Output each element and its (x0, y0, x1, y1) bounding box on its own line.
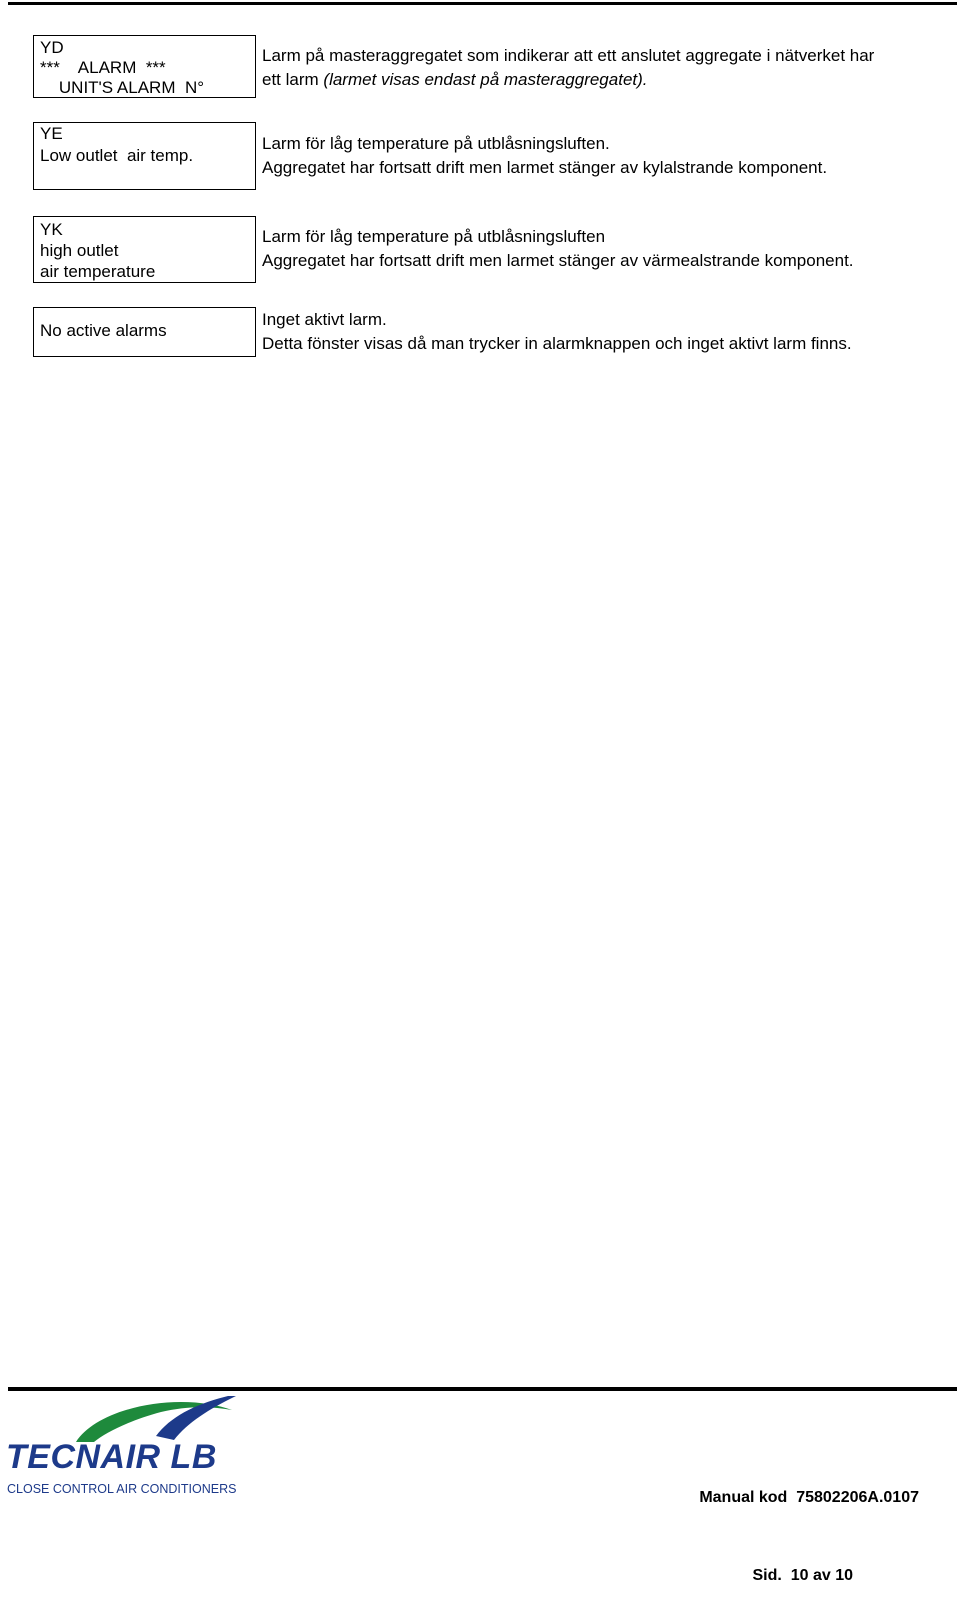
alarm-description-line: Larm för låg temperature på utblåsningsluften (262, 227, 606, 246)
logo-name: TECNAIR LB (6, 1438, 217, 1476)
footer-rule (8, 1387, 957, 1391)
alarm-code-line: YK (40, 220, 63, 239)
alarm-description-no-active (262, 308, 852, 356)
alarm-description-line: Larm på masteraggregatet som indikerar att ett anslutet aggregate i nätverket har (262, 46, 875, 65)
tecnair-logo (6, 1396, 236, 1500)
alarm-code-line: YD (40, 38, 64, 57)
alarm-description-line: ett larm (larmet visas endast på masteraggregatet). (262, 70, 648, 89)
alarm-code-box-yd (33, 35, 256, 98)
alarm-code-box-ye (33, 122, 256, 190)
alarm-description-ye (262, 132, 827, 180)
alarm-description-line: Aggregatet har fortsatt drift men larmet stänger av kylalstrande komponent. (262, 158, 828, 177)
alarm-description-yk (262, 225, 854, 273)
logo-tagline: CLOSE CONTROL AIR CONDITIONERS (7, 1482, 237, 1496)
alarm-code-line: Low outlet air temp. (40, 146, 194, 165)
footer-info (699, 1433, 919, 1615)
alarm-description-line: Larm för låg temperature på utblåsningsluften. (262, 134, 610, 153)
alarm-description-yd (262, 44, 874, 92)
top-rule (8, 2, 957, 5)
alarm-code-box-yk (33, 216, 256, 283)
alarm-code-line: YE (40, 124, 63, 143)
alarm-code-box-no-active (33, 307, 256, 357)
alarm-code-line: *** ALARM *** (40, 58, 166, 77)
manual-code: Manual kod 75802206A.0107 (699, 1489, 919, 1506)
alarm-description-line: Aggregatet har fortsatt drift men larmet stänger av värmealstrande komponent. (262, 251, 854, 270)
alarm-code-line: air temperature (40, 262, 156, 281)
italic-note: (larmet visas endast på masteraggregatet). (323, 70, 648, 89)
alarm-description-line: Inget aktivt larm. (262, 310, 387, 329)
page-number: Sid. 10 av 10 (752, 1567, 853, 1584)
alarm-description-line: Detta fönster visas då man trycker in alarmknappen och inget aktivt larm finns. (262, 334, 852, 353)
alarm-code-line: No active alarms (40, 321, 167, 340)
alarm-code-line: UNIT'S ALARM N° (40, 78, 205, 97)
alarm-code-line: high outlet (40, 241, 119, 260)
